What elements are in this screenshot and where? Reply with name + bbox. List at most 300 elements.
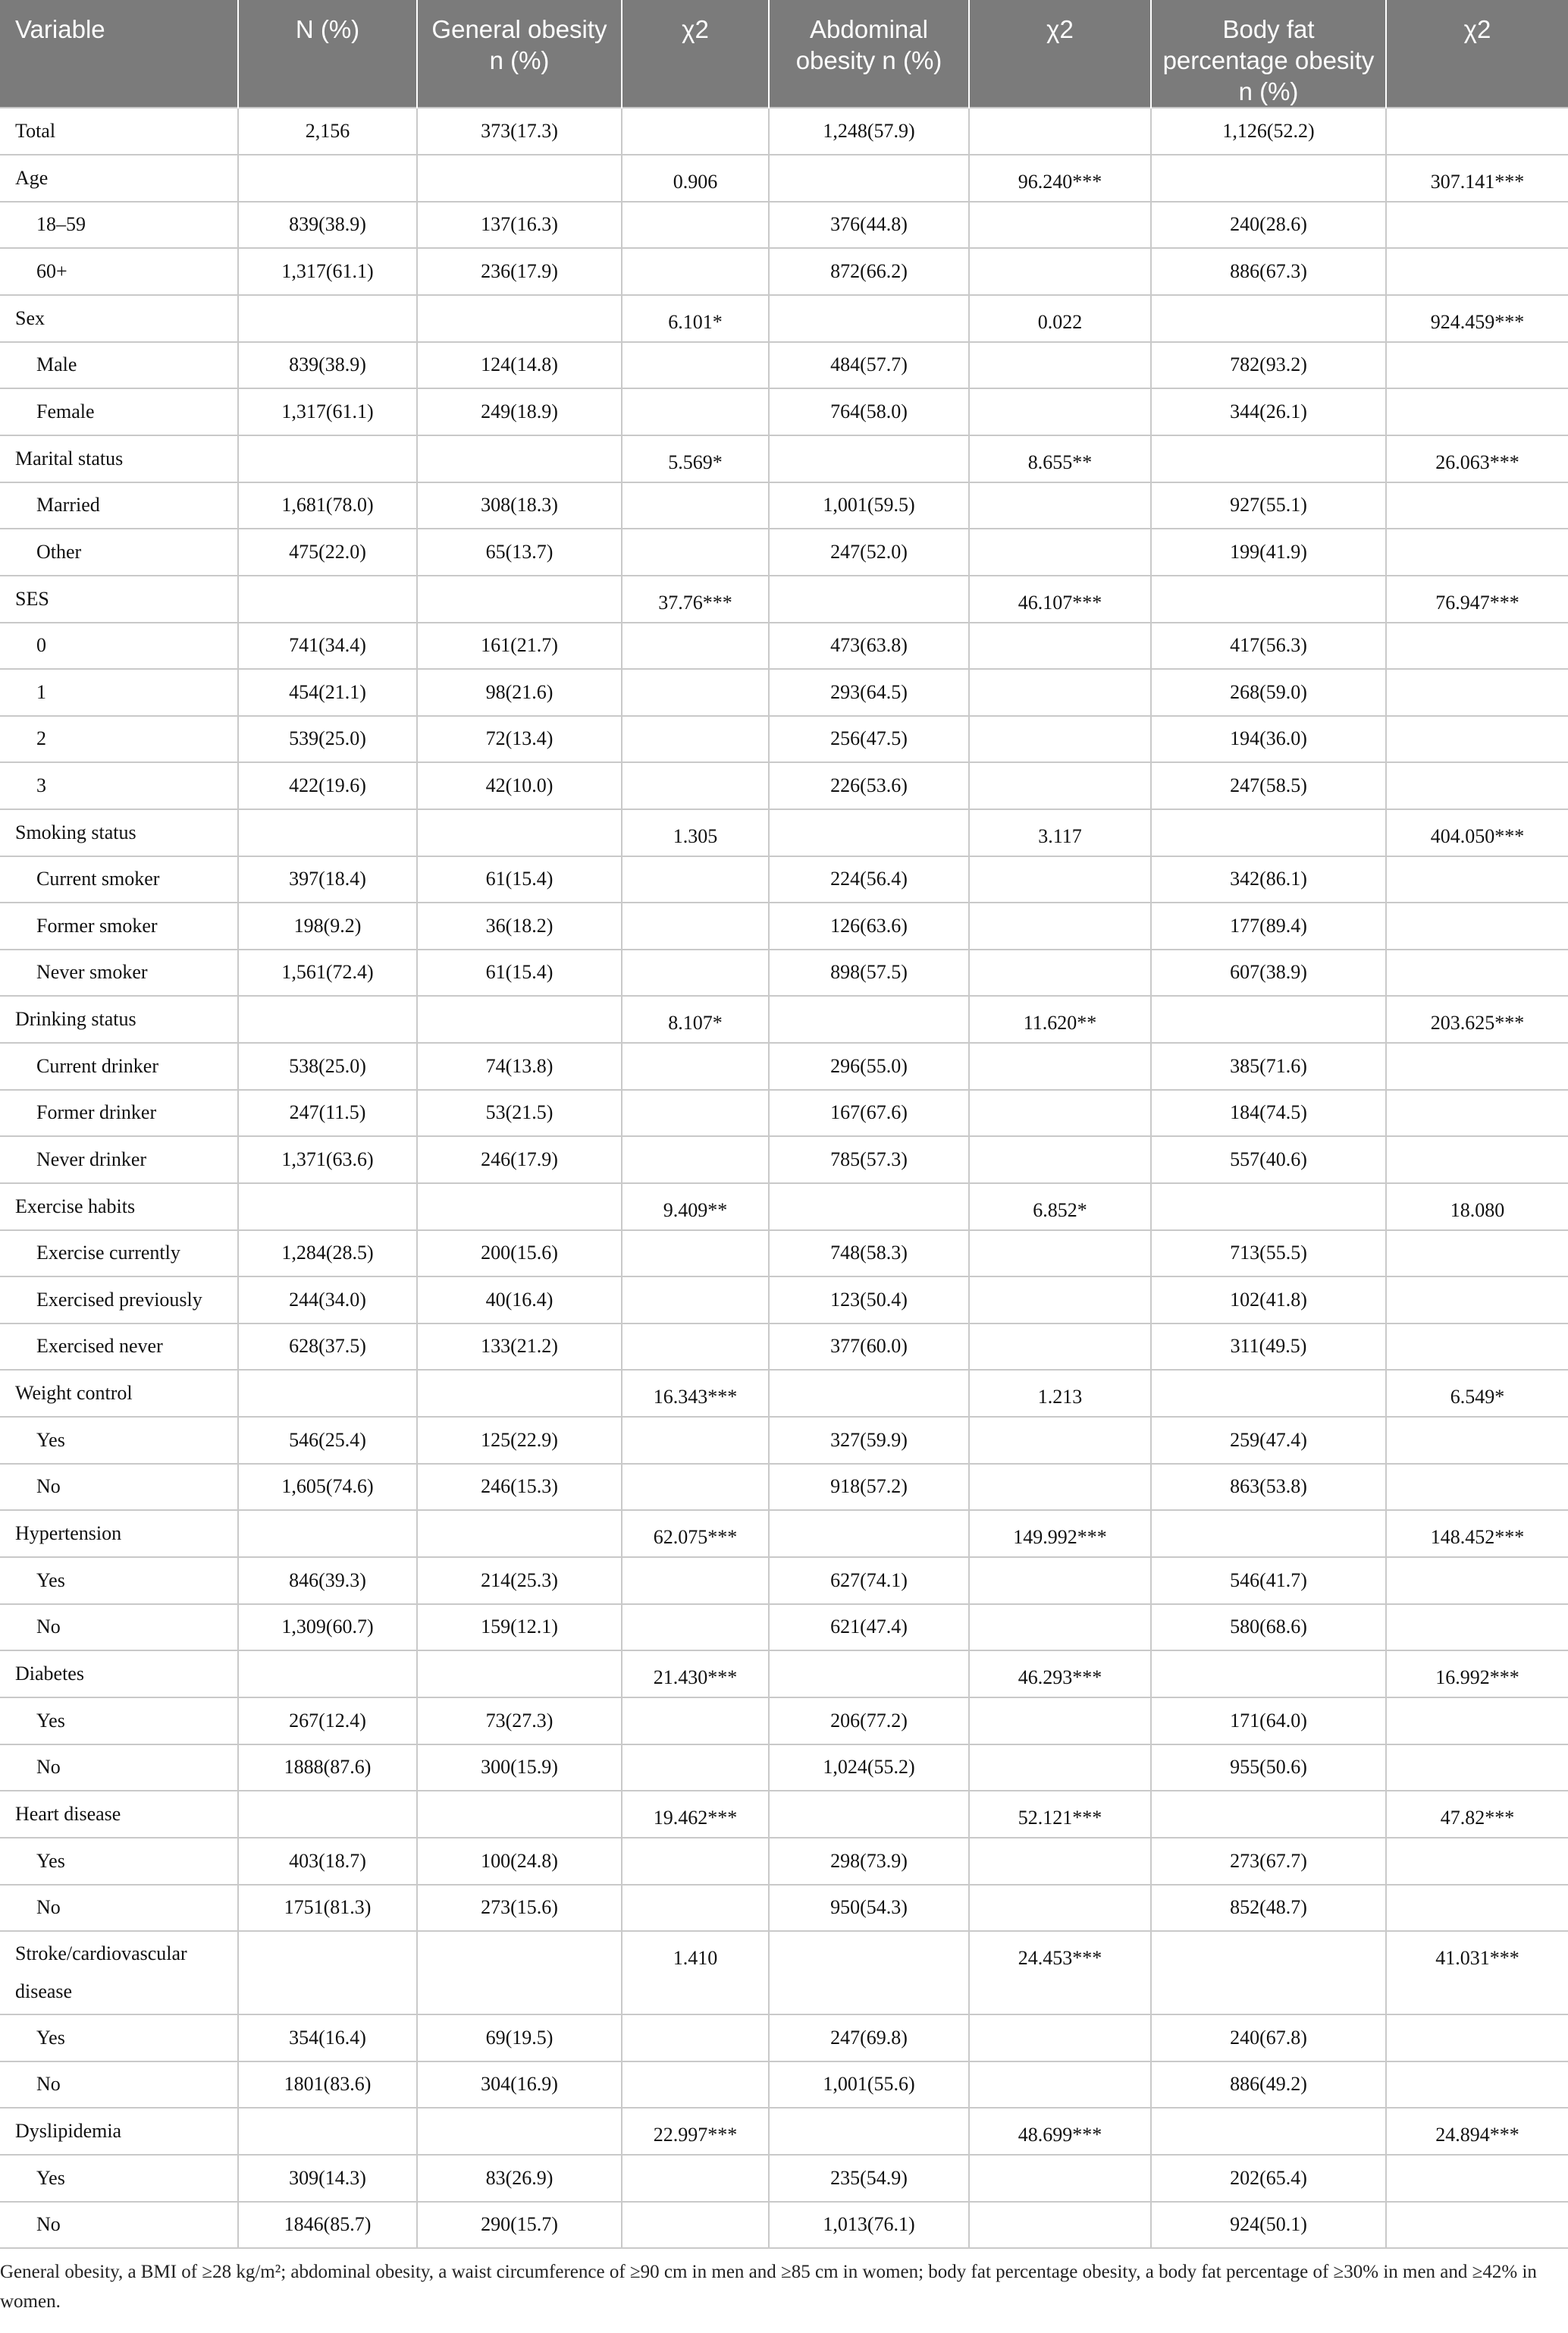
cell-chi-square-general [622,1604,769,1651]
cell-chi-square-general [622,1744,769,1791]
cell-chi-square-body-fat [1386,342,1568,389]
cell-chi-square-abdominal: 3.117 [969,809,1151,856]
cell-general-obesity: 273(15.6) [417,1885,622,1932]
cell-n-percent: 1,605(74.6) [238,1464,417,1511]
cell-variable: 60+ [0,248,238,295]
cell-general-obesity: 236(17.9) [417,248,622,295]
cell-chi-square-body-fat [1386,2155,1568,2202]
table-row [0,1136,1568,1183]
cell-chi-square-general [622,202,769,249]
cell-chi-square-general [622,1697,769,1744]
cell-chi-square-abdominal: 52.121*** [969,1791,1151,1838]
header-chi-square-general: χ2 [622,0,769,108]
cell-chi-square-body-fat [1386,669,1568,716]
table-row [0,388,1568,435]
cell-chi-square-abdominal: 46.293*** [969,1650,1151,1697]
cell-n-percent [238,1370,417,1417]
cell-general-obesity: 53(21.5) [417,1090,622,1137]
table-row [0,1043,1568,1090]
cell-chi-square-general: 6.101* [622,295,769,342]
cell-chi-square-abdominal [969,248,1151,295]
cell-variable: Smoking status [0,809,238,856]
cell-chi-square-abdominal [969,529,1151,576]
cell-chi-square-general [622,1464,769,1511]
cell-body-fat-obesity: 713(55.5) [1151,1230,1386,1277]
cell-variable: Exercised previously [0,1276,238,1323]
table-row [0,248,1568,295]
cell-n-percent: 397(18.4) [238,856,417,903]
cell-n-percent: 741(34.4) [238,623,417,670]
cell-body-fat-obesity: 194(36.0) [1151,716,1386,763]
cell-n-percent [238,1791,417,1838]
cell-general-obesity: 98(21.6) [417,669,622,716]
cell-chi-square-abdominal: 6.852* [969,1183,1151,1230]
table-row [0,1697,1568,1744]
cell-general-obesity: 42(10.0) [417,762,622,809]
cell-abdominal-obesity [769,1183,969,1230]
table-row [0,1885,1568,1932]
cell-abdominal-obesity: 785(57.3) [769,1136,969,1183]
table-row [0,1838,1568,1885]
table-row [0,1744,1568,1791]
cell-chi-square-body-fat [1386,1090,1568,1137]
table-row [0,2202,1568,2249]
cell-n-percent: 244(34.0) [238,1276,417,1323]
cell-abdominal-obesity: 327(59.9) [769,1417,969,1464]
cell-chi-square-abdominal [969,856,1151,903]
table-row [0,108,1568,155]
table-row [0,669,1568,716]
cell-chi-square-body-fat: 6.549* [1386,1370,1568,1417]
cell-chi-square-body-fat [1386,856,1568,903]
cell-n-percent [238,576,417,623]
cell-abdominal-obesity: 1,001(55.6) [769,2061,969,2108]
cell-chi-square-abdominal: 11.620** [969,996,1151,1043]
cell-n-percent [238,809,417,856]
cell-body-fat-obesity [1151,2108,1386,2155]
cell-body-fat-obesity: 546(41.7) [1151,1557,1386,1604]
cell-chi-square-abdominal: 48.699*** [969,2108,1151,2155]
cell-n-percent [238,435,417,482]
cell-general-obesity [417,2108,622,2155]
cell-chi-square-abdominal [969,482,1151,529]
cell-chi-square-abdominal [969,1276,1151,1323]
cell-variable: Sex [0,295,238,342]
cell-variable: No [0,2061,238,2108]
cell-n-percent: 839(38.9) [238,342,417,389]
cell-chi-square-abdominal [969,1417,1151,1464]
cell-body-fat-obesity: 886(49.2) [1151,2061,1386,2108]
cell-chi-square-abdominal [969,950,1151,997]
table-row [0,2155,1568,2202]
cell-abdominal-obesity [769,809,969,856]
cell-general-obesity: 300(15.9) [417,1744,622,1791]
cell-general-obesity: 100(24.8) [417,1838,622,1885]
table-row [0,1557,1568,1604]
table-footnote: General obesity, a BMI of ≥28 kg/m²; abdominal obesity, a waist circumference of ≥90 cm in men and ≥85 cm in women; body fat percentage obesity, a body fat percentage of ≥30% in men and ≥42% in women. [0,2262,1537,2312]
header-general-obesity: General obesity n (%) [417,0,622,108]
table-row [0,762,1568,809]
cell-abdominal-obesity: 1,024(55.2) [769,1744,969,1791]
cell-general-obesity [417,1791,622,1838]
table-row [0,155,1568,202]
cell-abdominal-obesity [769,2108,969,2155]
table-row [0,576,1568,623]
cell-chi-square-general: 37.76*** [622,576,769,623]
cell-chi-square-abdominal [969,2061,1151,2108]
cell-abdominal-obesity: 764(58.0) [769,388,969,435]
cell-chi-square-body-fat: 203.625*** [1386,996,1568,1043]
header-chi-square-body-fat: χ2 [1386,0,1568,108]
cell-chi-square-abdominal: 24.453*** [969,1931,1151,2014]
cell-body-fat-obesity: 259(47.4) [1151,1417,1386,1464]
cell-chi-square-body-fat [1386,248,1568,295]
cell-n-percent: 839(38.9) [238,202,417,249]
cell-general-obesity [417,1183,622,1230]
cell-variable: Exercise habits [0,1183,238,1230]
cell-variable: Male [0,342,238,389]
cell-abdominal-obesity: 206(77.2) [769,1697,969,1744]
cell-variable: Heart disease [0,1791,238,1838]
cell-chi-square-abdominal: 8.655** [969,435,1151,482]
cell-general-obesity [417,576,622,623]
cell-abdominal-obesity: 123(50.4) [769,1276,969,1323]
cell-chi-square-general [622,388,769,435]
cell-body-fat-obesity [1151,1510,1386,1557]
cell-variable: Weight control [0,1370,238,1417]
cell-n-percent: 198(9.2) [238,903,417,950]
cell-body-fat-obesity: 273(67.7) [1151,1838,1386,1885]
cell-chi-square-abdominal: 1.213 [969,1370,1151,1417]
cell-variable: Current drinker [0,1043,238,1090]
cell-variable: Exercise currently [0,1230,238,1277]
cell-abdominal-obesity: 298(73.9) [769,1838,969,1885]
cell-abdominal-obesity: 376(44.8) [769,202,969,249]
cell-general-obesity: 61(15.4) [417,856,622,903]
cell-n-percent: 546(25.4) [238,1417,417,1464]
cell-chi-square-body-fat [1386,1136,1568,1183]
cell-body-fat-obesity: 863(53.8) [1151,1464,1386,1511]
cell-n-percent: 1,317(61.1) [238,248,417,295]
cell-chi-square-body-fat [1386,762,1568,809]
cell-chi-square-general [622,716,769,763]
cell-chi-square-body-fat [1386,388,1568,435]
cell-body-fat-obesity: 240(67.8) [1151,2014,1386,2061]
cell-chi-square-body-fat [1386,1604,1568,1651]
table-row [0,2108,1568,2155]
cell-chi-square-general [622,950,769,997]
cell-general-obesity [417,996,622,1043]
cell-body-fat-obesity: 886(67.3) [1151,248,1386,295]
cell-chi-square-general: 62.075*** [622,1510,769,1557]
cell-chi-square-body-fat [1386,716,1568,763]
cell-chi-square-abdominal [969,1043,1151,1090]
cell-abdominal-obesity: 293(64.5) [769,669,969,716]
cell-body-fat-obesity: 344(26.1) [1151,388,1386,435]
cell-variable: Former smoker [0,903,238,950]
cell-general-obesity: 69(19.5) [417,2014,622,2061]
table-row [0,1230,1568,1277]
cell-abdominal-obesity: 484(57.7) [769,342,969,389]
cell-chi-square-body-fat [1386,1043,1568,1090]
cell-n-percent [238,996,417,1043]
cell-chi-square-body-fat [1386,108,1568,155]
cell-variable: 0 [0,623,238,670]
cell-variable: 1 [0,669,238,716]
cell-variable: Marital status [0,435,238,482]
cell-body-fat-obesity [1151,1370,1386,1417]
cell-chi-square-general [622,623,769,670]
cell-chi-square-general: 5.569* [622,435,769,482]
cell-abdominal-obesity: 918(57.2) [769,1464,969,1511]
cell-chi-square-general: 8.107* [622,996,769,1043]
cell-variable: No [0,1604,238,1651]
cell-variable: 3 [0,762,238,809]
cell-chi-square-abdominal: 46.107*** [969,576,1151,623]
cell-abdominal-obesity [769,1650,969,1697]
cell-variable: Never drinker [0,1136,238,1183]
cell-chi-square-general [622,1136,769,1183]
cell-chi-square-body-fat [1386,2014,1568,2061]
cell-n-percent: 454(21.1) [238,669,417,716]
cell-n-percent: 1,317(61.1) [238,388,417,435]
table-row [0,1791,1568,1838]
cell-chi-square-abdominal: 149.992*** [969,1510,1151,1557]
table-row [0,1323,1568,1371]
cell-variable: Age [0,155,238,202]
cell-chi-square-general [622,1885,769,1932]
cell-variable: Diabetes [0,1650,238,1697]
cell-abdominal-obesity: 898(57.5) [769,950,969,997]
cell-body-fat-obesity: 1,126(52.2) [1151,108,1386,155]
header-n-percent: N (%) [238,0,417,108]
cell-chi-square-abdominal [969,1136,1151,1183]
table-row [0,1604,1568,1651]
cell-general-obesity: 373(17.3) [417,108,622,155]
cell-body-fat-obesity: 852(48.7) [1151,1885,1386,1932]
cell-chi-square-abdominal [969,1604,1151,1651]
cell-body-fat-obesity: 102(41.8) [1151,1276,1386,1323]
cell-n-percent: 354(16.4) [238,2014,417,2061]
cell-chi-square-general [622,1230,769,1277]
cell-chi-square-general: 19.462*** [622,1791,769,1838]
cell-chi-square-abdominal [969,903,1151,950]
cell-chi-square-abdominal [969,1323,1151,1371]
cell-n-percent: 628(37.5) [238,1323,417,1371]
cell-abdominal-obesity [769,295,969,342]
cell-body-fat-obesity [1151,1791,1386,1838]
cell-n-percent: 309(14.3) [238,2155,417,2202]
table-body [0,108,1568,2248]
cell-chi-square-body-fat [1386,1464,1568,1511]
cell-chi-square-abdominal [969,1744,1151,1791]
cell-general-obesity: 159(12.1) [417,1604,622,1651]
cell-chi-square-body-fat [1386,1557,1568,1604]
cell-n-percent: 403(18.7) [238,1838,417,1885]
cell-abdominal-obesity: 296(55.0) [769,1043,969,1090]
cell-chi-square-body-fat: 148.452*** [1386,1510,1568,1557]
table-row [0,1650,1568,1697]
cell-general-obesity: 246(17.9) [417,1136,622,1183]
cell-body-fat-obesity: 924(50.1) [1151,2202,1386,2249]
cell-variable: Stroke/cardiovascular disease [0,1931,238,2014]
cell-chi-square-general [622,108,769,155]
cell-chi-square-general: 9.409** [622,1183,769,1230]
cell-chi-square-abdominal [969,1838,1151,1885]
cell-chi-square-general [622,248,769,295]
cell-abdominal-obesity [769,435,969,482]
cell-variable: Yes [0,1697,238,1744]
cell-n-percent [238,295,417,342]
cell-n-percent: 1801(83.6) [238,2061,417,2108]
cell-abdominal-obesity: 621(47.4) [769,1604,969,1651]
table-row [0,950,1568,997]
cell-body-fat-obesity: 184(74.5) [1151,1090,1386,1137]
cell-chi-square-body-fat [1386,2061,1568,2108]
cell-chi-square-abdominal [969,716,1151,763]
cell-n-percent: 1846(85.7) [238,2202,417,2249]
cell-variable: No [0,1885,238,1932]
cell-n-percent: 539(25.0) [238,716,417,763]
table-row [0,1510,1568,1557]
cell-body-fat-obesity: 171(64.0) [1151,1697,1386,1744]
table-row [0,482,1568,529]
cell-chi-square-general [622,2155,769,2202]
cell-variable: Female [0,388,238,435]
cell-body-fat-obesity: 927(55.1) [1151,482,1386,529]
cell-chi-square-general [622,1090,769,1137]
cell-chi-square-body-fat [1386,482,1568,529]
cell-abdominal-obesity: 235(54.9) [769,2155,969,2202]
cell-abdominal-obesity [769,576,969,623]
cell-body-fat-obesity [1151,809,1386,856]
cell-chi-square-body-fat [1386,1323,1568,1371]
cell-chi-square-body-fat: 76.947*** [1386,576,1568,623]
table-row [0,1370,1568,1417]
cell-general-obesity [417,155,622,202]
cell-general-obesity [417,295,622,342]
table-row [0,1090,1568,1137]
cell-chi-square-general [622,529,769,576]
cell-variable: No [0,1464,238,1511]
cell-n-percent: 1,284(28.5) [238,1230,417,1277]
cell-body-fat-obesity: 385(71.6) [1151,1043,1386,1090]
cell-chi-square-general [622,1838,769,1885]
cell-general-obesity: 40(16.4) [417,1276,622,1323]
cell-general-obesity: 161(21.7) [417,623,622,670]
cell-variable: Yes [0,2014,238,2061]
cell-chi-square-general [622,762,769,809]
cell-general-obesity: 133(21.2) [417,1323,622,1371]
cell-abdominal-obesity [769,155,969,202]
cell-body-fat-obesity: 199(41.9) [1151,529,1386,576]
cell-chi-square-body-fat [1386,1744,1568,1791]
cell-chi-square-body-fat [1386,1697,1568,1744]
cell-chi-square-general: 1.410 [622,1931,769,2014]
cell-abdominal-obesity [769,1370,969,1417]
table-row [0,809,1568,856]
cell-chi-square-body-fat: 47.82*** [1386,1791,1568,1838]
cell-abdominal-obesity: 377(60.0) [769,1323,969,1371]
cell-chi-square-body-fat: 404.050*** [1386,809,1568,856]
cell-n-percent: 422(19.6) [238,762,417,809]
table-row [0,1464,1568,1511]
cell-n-percent: 1,371(63.6) [238,1136,417,1183]
cell-chi-square-body-fat [1386,1885,1568,1932]
cell-body-fat-obesity: 607(38.9) [1151,950,1386,997]
cell-general-obesity: 61(15.4) [417,950,622,997]
cell-variable: Exercised never [0,1323,238,1371]
cell-chi-square-abdominal [969,623,1151,670]
cell-chi-square-general [622,1043,769,1090]
cell-general-obesity: 73(27.3) [417,1697,622,1744]
cell-general-obesity: 36(18.2) [417,903,622,950]
cell-general-obesity: 290(15.7) [417,2202,622,2249]
cell-body-fat-obesity: 342(86.1) [1151,856,1386,903]
cell-n-percent [238,2108,417,2155]
cell-chi-square-general: 22.997*** [622,2108,769,2155]
cell-chi-square-body-fat: 307.141*** [1386,155,1568,202]
cell-chi-square-general: 1.305 [622,809,769,856]
cell-general-obesity: 65(13.7) [417,529,622,576]
cell-chi-square-abdominal [969,342,1151,389]
cell-chi-square-general [622,669,769,716]
cell-variable: Married [0,482,238,529]
cell-chi-square-body-fat: 26.063*** [1386,435,1568,482]
cell-general-obesity [417,1931,622,2014]
cell-chi-square-general [622,2061,769,2108]
cell-n-percent: 247(11.5) [238,1090,417,1137]
cell-abdominal-obesity: 1,001(59.5) [769,482,969,529]
cell-variable: Dyslipidemia [0,2108,238,2155]
cell-n-percent: 1,561(72.4) [238,950,417,997]
cell-body-fat-obesity: 580(68.6) [1151,1604,1386,1651]
cell-body-fat-obesity: 557(40.6) [1151,1136,1386,1183]
cell-chi-square-body-fat [1386,202,1568,249]
cell-chi-square-abdominal [969,2155,1151,2202]
table-row [0,202,1568,249]
cell-variable: Yes [0,1838,238,1885]
cell-chi-square-body-fat [1386,623,1568,670]
cell-chi-square-general [622,1276,769,1323]
cell-abdominal-obesity: 473(63.8) [769,623,969,670]
cell-variable: Drinking status [0,996,238,1043]
table-row [0,1276,1568,1323]
cell-chi-square-abdominal [969,202,1151,249]
table-row [0,1931,1568,2014]
cell-chi-square-body-fat [1386,903,1568,950]
cell-chi-square-abdominal [969,762,1151,809]
table-row [0,2014,1568,2061]
cell-chi-square-body-fat: 16.992*** [1386,1650,1568,1697]
cell-general-obesity: 124(14.8) [417,342,622,389]
cell-general-obesity: 249(18.9) [417,388,622,435]
cell-general-obesity [417,809,622,856]
table-row [0,295,1568,342]
cell-general-obesity: 308(18.3) [417,482,622,529]
cell-body-fat-obesity [1151,1650,1386,1697]
cell-abdominal-obesity [769,1510,969,1557]
cell-chi-square-general [622,1323,769,1371]
cell-chi-square-abdominal [969,1464,1151,1511]
cell-chi-square-general [622,1557,769,1604]
cell-body-fat-obesity: 240(28.6) [1151,202,1386,249]
cell-n-percent [238,1650,417,1697]
cell-variable: Current smoker [0,856,238,903]
cell-n-percent [238,1931,417,2014]
cell-general-obesity: 74(13.8) [417,1043,622,1090]
cell-chi-square-general [622,903,769,950]
